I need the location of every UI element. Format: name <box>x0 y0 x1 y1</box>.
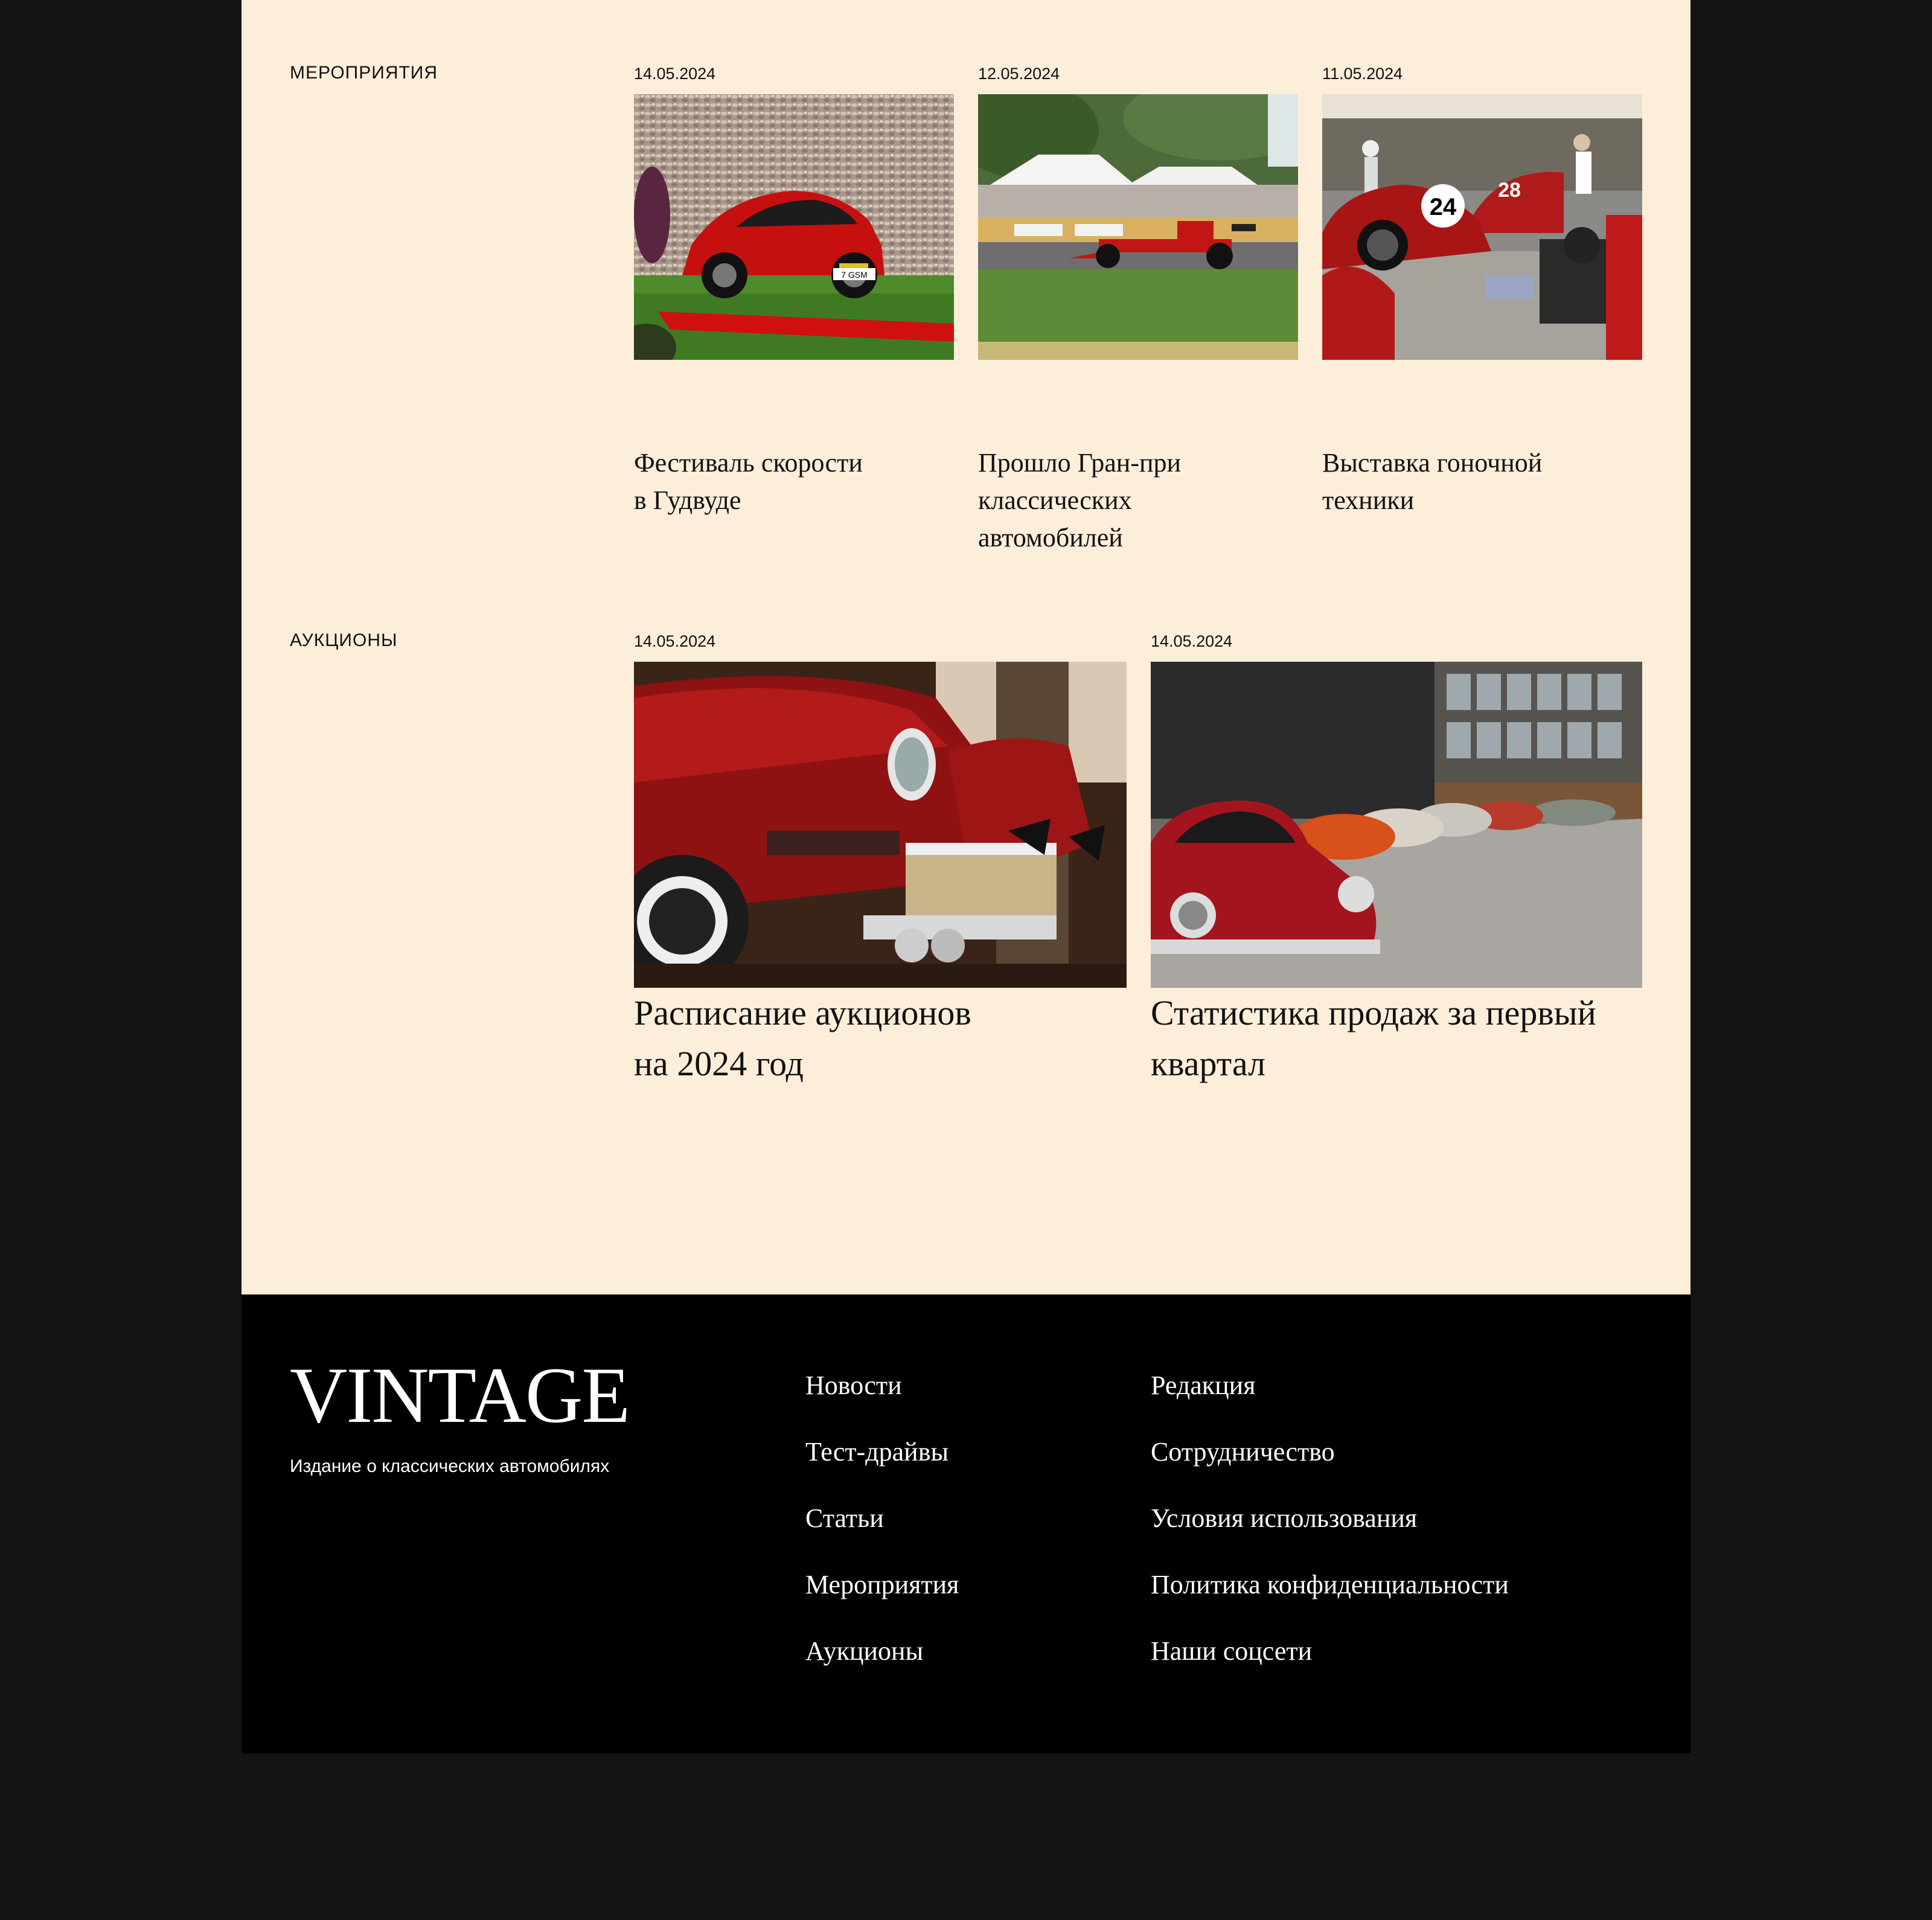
site-tagline: Издание о классических автомобилях <box>290 1456 610 1476</box>
section-label-events[interactable]: МЕРОПРИЯТИЯ <box>290 63 438 83</box>
title-line: квартал <box>1151 1044 1266 1083</box>
footer-link-news[interactable]: Новости <box>805 1371 902 1400</box>
car-number-text: 28 <box>1498 179 1521 202</box>
title-line: классических <box>978 485 1132 515</box>
title-line: Фестиваль скорости <box>634 448 863 478</box>
card-date: 12.05.2024 <box>978 65 1060 83</box>
card-title[interactable] <box>634 444 912 519</box>
event-card-grand-prix[interactable] <box>978 63 1298 552</box>
card-title[interactable] <box>978 444 1256 557</box>
footer-link-socials[interactable]: Наши соцсети <box>1151 1636 1313 1666</box>
footer-link-terms[interactable]: Условия использования <box>1151 1503 1418 1533</box>
footer-nav-primary <box>805 1352 959 1685</box>
section-label-auctions[interactable]: АУКЦИОНЫ <box>290 630 398 650</box>
footer-link-events[interactable]: Мероприятия <box>805 1570 959 1599</box>
card-date: 11.05.2024 <box>1322 65 1403 83</box>
event-card-racing-exhibition[interactable] <box>1322 63 1642 515</box>
title-line: в Гудвуде <box>634 485 741 515</box>
title-line: автомобилей <box>978 523 1123 552</box>
license-plate-text: 7 GSM <box>841 270 868 280</box>
title-line: техники <box>1322 485 1415 515</box>
card-title[interactable] <box>1322 444 1600 519</box>
card-image-formula-car[interactable] <box>978 94 1298 360</box>
site-logo[interactable]: VINTAGE <box>290 1351 629 1439</box>
page <box>242 0 1690 1753</box>
card-date: 14.05.2024 <box>1151 632 1233 650</box>
auction-card-sales-stats[interactable] <box>1151 630 1642 1083</box>
content-area <box>242 0 1690 1294</box>
footer <box>242 1294 1690 1753</box>
footer-nav-secondary <box>1151 1352 1509 1685</box>
auction-card-schedule[interactable] <box>634 630 1127 1083</box>
footer-link-auctions[interactable]: Аукционы <box>805 1636 924 1666</box>
card-image-porsche-showroom[interactable] <box>1151 662 1642 988</box>
card-image-red-supercar[interactable] <box>634 94 954 360</box>
card-date: 14.05.2024 <box>634 632 716 650</box>
title-line: на 2024 год <box>634 1044 804 1083</box>
card-date: 14.05.2024 <box>634 65 716 83</box>
footer-link-editorial[interactable]: Редакция <box>1151 1371 1256 1400</box>
footer-link-articles[interactable]: Статьи <box>805 1503 884 1533</box>
title-line: Статистика продаж за первый <box>1151 993 1596 1032</box>
footer-link-partnership[interactable]: Сотрудничество <box>1151 1437 1335 1467</box>
card-image-paddock[interactable] <box>1322 94 1642 360</box>
card-title[interactable] <box>1151 988 1640 1089</box>
footer-link-privacy[interactable]: Политика конфиденциальности <box>1151 1570 1509 1599</box>
title-line: Прошло Гран-при <box>978 448 1182 478</box>
title-line: Расписание аукционов <box>634 993 971 1032</box>
card-title[interactable] <box>634 988 1123 1089</box>
title-line: Выставка гоночной <box>1322 448 1543 478</box>
card-image-classic-cadillac[interactable] <box>634 662 1127 988</box>
car-number-text: 24 <box>1429 194 1457 220</box>
event-card-goodwood[interactable] <box>634 63 954 515</box>
footer-link-test-drives[interactable]: Тест-драйвы <box>805 1437 949 1467</box>
